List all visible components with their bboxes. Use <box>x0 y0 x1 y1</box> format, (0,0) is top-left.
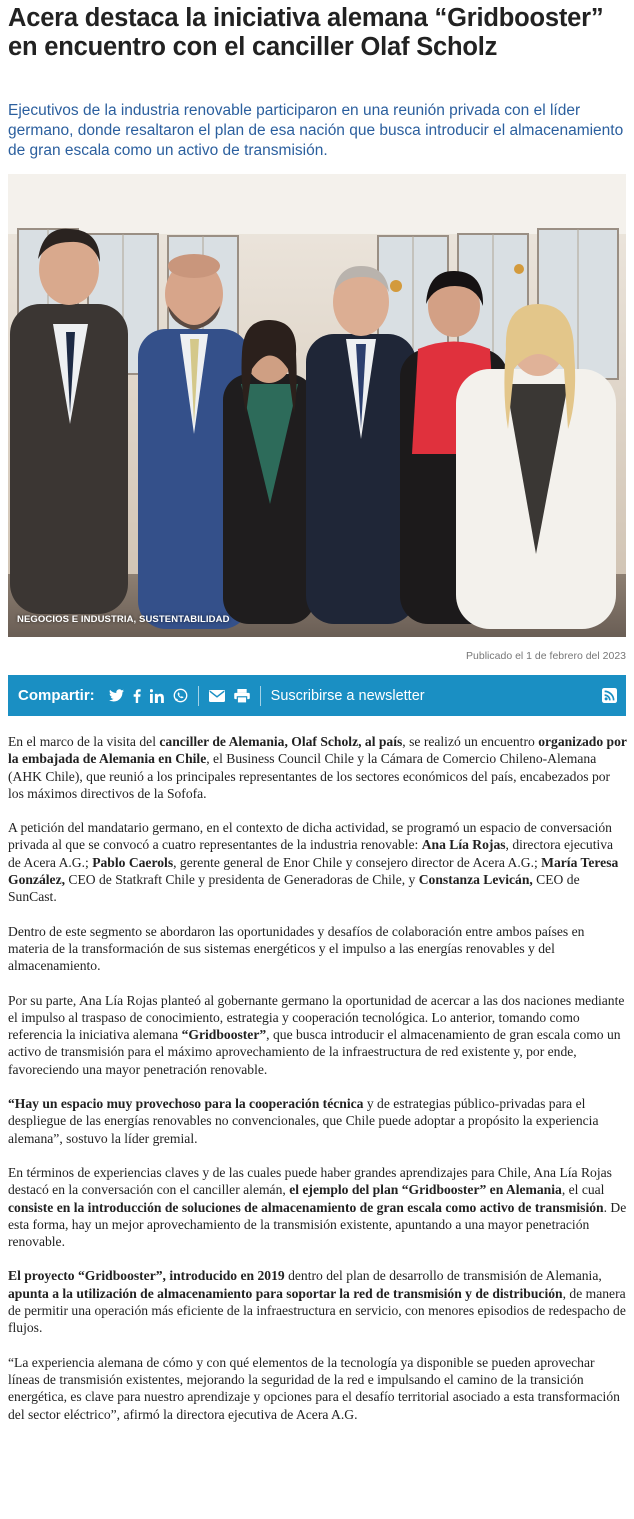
body-paragraph: A petición del mandatario germano, en el contexto de dicha actividad, se programó un espacio de conversación privada al que se convocó a cuatro representantes de la industria renovable: Ana Lía Rojas, directora ejecutiva de Acera A.G.; Pablo Caerols, gerente general de Enor Chile y consejero director de Acera A.G.; María Teresa González, CEO de Statkraft Chile y presidenta de Generadoras de Chile, y Constanza Levicán, CEO de SunCast. <box>8 820 619 905</box>
article-dek: Ejecutivos de la industria renovable participaron en una reunión privada con el líder germano, donde resaltaron el plan de esa nación que busca introducir el almacenamiento de gran escala como un activo de transmisión. <box>8 102 624 159</box>
share-label: Compartir: <box>18 687 95 704</box>
photo-category-tags[interactable]: NEGOCIOS E INDUSTRIA, SUSTENTABILIDAD <box>17 614 230 625</box>
rss-icon[interactable] <box>602 688 617 708</box>
print-icon[interactable] <box>234 689 250 703</box>
article-body <box>8 733 628 1440</box>
body-paragraph: “Hay un espacio muy provechoso para la cooperación técnica y de estrategias público-privadas para el despliegue de las energías renovables no convencionales, que Chile puede adoptar a propósito la experiencia alemana”, sostuvo la líder gremial. <box>8 1096 599 1146</box>
group-photo-illustration <box>8 174 626 637</box>
body-paragraph: En términos de experiencias claves y de las cuales puede haber grandes aprendizajes para Chile, Ana Lía Rojas destacó en la conversación con el canciller alemán, el ejemplo del plan “Gridbooster” en Alemania, el cual consiste en la introducción de soluciones de almacenamiento de gran escala como activo de transmisión. De esta forma, hay un mejor aprovechamiento de la transmisión existente, apuntando a una mayor penetración renovable. <box>8 1164 627 1250</box>
share-separator <box>198 686 199 706</box>
body-paragraph: En el marco de la visita del canciller de Alemania, Olaf Scholz, al país, se realizó un encuentro organizado por la embajada de Alemania en Chile, el Business Council Chile y la Cámara de Comercio Chileno-Alemana (AHK Chile), que reunió a los principales representantes de los sectores económicos del país, encabezados por los máximos directivos de la Sofofa. <box>8 734 627 801</box>
body-paragraph: “La experiencia alemana de cómo y con qué elementos de la tecnología ya disponible se pueden aprovechar líneas de transmisión existentes, mejorando la seguridad de la red e impulsando el camino de la transición energética, es clave para nuestro aprendizaje y opciones para el desafío territorial asociado a esta transformación del sector eléctrico”, afirmó la directora ejecutiva de Acera A.G. <box>8 1354 620 1422</box>
article-photo <box>8 174 626 637</box>
publish-date: Publicado el 1 de febrero del 2023 <box>466 650 626 662</box>
share-bar <box>8 675 626 716</box>
twitter-icon[interactable] <box>109 689 124 702</box>
share-utility-group <box>209 689 250 703</box>
share-icon-group <box>109 688 188 703</box>
linkedin-icon[interactable] <box>150 689 164 703</box>
email-icon[interactable] <box>209 690 225 702</box>
whatsapp-icon[interactable] <box>173 688 188 703</box>
article-headline: Acera destaca la iniciativa alemana “Gridbooster” en encuentro con el canciller Olaf Scholz <box>8 4 604 61</box>
share-separator-2 <box>260 686 261 706</box>
body-paragraph: El proyecto “Gridbooster”, introducido en 2019 dentro del plan de desarrollo de transmisión de Alemania, apunta a la utilización de almacenamiento para soportar la red de transmisión y de distribución, de manera de permitir una operación más eficiente de la infraestructura en servicio, con menores episodios de redespacho de flujos. <box>8 1268 626 1336</box>
facebook-icon[interactable] <box>133 689 141 703</box>
newsletter-link[interactable]: Suscribirse a newsletter <box>270 687 425 704</box>
body-paragraph: Por su parte, Ana Lía Rojas planteó al gobernante germano la oportunidad de acercar a las dos naciones mediante el impulso al traspaso de conocimiento, estrategia y cooperación tecnológica. Lo anterior, tomando como referencia la iniciativa alemana “Gridbooster”, que busca introducir el almacenamiento de gran escala como un activo de transmisión para el máximo aprovechamiento de la infraestructura de red existente y, por ende, favoreciendo una mayor penetración renovable. <box>8 992 625 1077</box>
body-paragraph: Dentro de este segmento se abordaron las oportunidades y desafíos de colaboración entre ambos países en materia de la transformación de sus sistemas energéticos y el impulso a las energías renovables y del almacenamiento. <box>8 923 585 974</box>
